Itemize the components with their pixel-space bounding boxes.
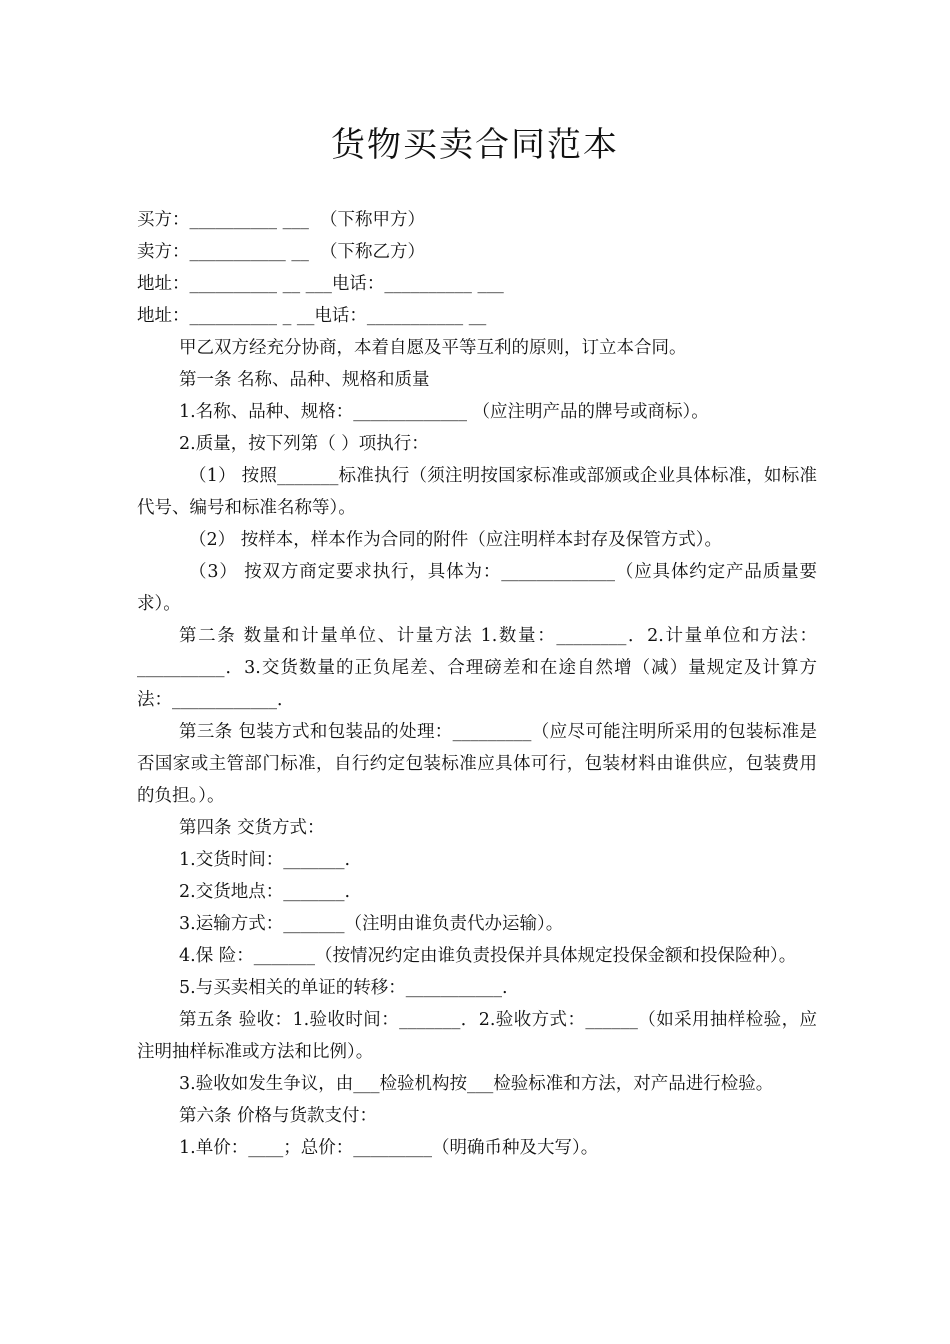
article-4-item-5: 5.与买卖相关的单证的转移：___________. [179,978,508,998]
article-1-item-2: 2.质量，按下列第（ ）项执行： [179,434,429,454]
article-4-item-2: 2.交货地点：_______. [179,882,351,902]
seller-line [137,236,817,268]
address-line-2 [137,300,817,332]
address-blank[interactable]: __________ _ __ [189,306,315,326]
article-1-heading: 第一条 名称、品种、规格和质量 [179,370,430,390]
article-1-option-1: （1） 按照_______标准执行（须注明按国家标准或部颁或企业具体标准，如标准代号、编号和标准名称等）。 [137,466,817,518]
article-5: 第五条 验收：1.验收时间：_______．2.验收方式：______（如采用抽样检验，应注明抽样标准或方法和比例）。 [137,1010,817,1062]
article-6-heading: 第六条 价格与货款支付： [179,1106,378,1126]
article-2: 第二条 数量和计量单位、计量方法 1.数量：________．2.计量单位和方法：__________．3.交货数量的正负尾差、合理磅差和在途自然增（减）量规定及计算方法：____________． [137,626,817,710]
phone-blank[interactable]: ___________ __ [366,306,487,326]
buyer-label: 买方： [137,210,190,230]
article-3: 第三条 包装方式和包装品的处理：_________（应尽可能注明所采用的包装标准是否国家或主管部门标准，自行约定包装标准应具体可行，包装材料由谁供应，包装费用的负担。）。 [137,722,817,806]
article-4-heading: 第四条 交货方式： [179,818,325,838]
page-title: 货物买卖合同范本 [331,125,619,165]
phone-label: 电话： [314,306,367,326]
article-6-item-1: 1.单价：____；总价：_________（明确币种及大写）。 [179,1138,599,1158]
article-1-option-2: （2） 按样本，样本作为合同的附件（应注明样本封存及保管方式）。 [189,530,722,550]
article-1-option-3: （3） 按双方商定要求执行，具体为：_____________（应具体约定产品质量要求）。 [137,562,817,614]
buyer-line [137,204,817,236]
address-blank[interactable]: __________ __ ___ [189,274,332,294]
contract-body [137,204,817,1164]
article-1-item-1: 1.名称、品种、规格：_____________ （应注明产品的牌号或商标）。 [179,402,709,422]
article-4-item-4: 4.保 险：_______（按情况约定由谁负责投保并具体规定投保金额和投保险种）。 [179,946,797,966]
seller-note: （下称乙方） [319,242,425,262]
phone-label: 电话： [331,274,385,294]
buyer-blank[interactable]: __________ ___ [189,210,309,230]
article-4-item-1: 1.交货时间：_______. [179,850,351,870]
address-line-1 [137,268,817,300]
article-5-item-3: 3.验收如发生争议，由___检验机构按___检验标准和方法，对产品进行检验。 [179,1074,774,1094]
seller-label: 卖方： [137,242,190,262]
address-label: 地址： [137,306,190,326]
phone-blank[interactable]: __________ ___ [384,274,504,294]
address-label: 地址： [137,274,190,294]
seller-blank[interactable]: ___________ __ [189,242,309,262]
buyer-note: （下称甲方） [319,210,425,230]
article-4-item-3: 3.运输方式：_______（注明由谁负责代办运输）。 [179,914,564,934]
preamble: 甲乙双方经充分协商，本着自愿及平等互利的原则，订立本合同。 [179,338,687,358]
